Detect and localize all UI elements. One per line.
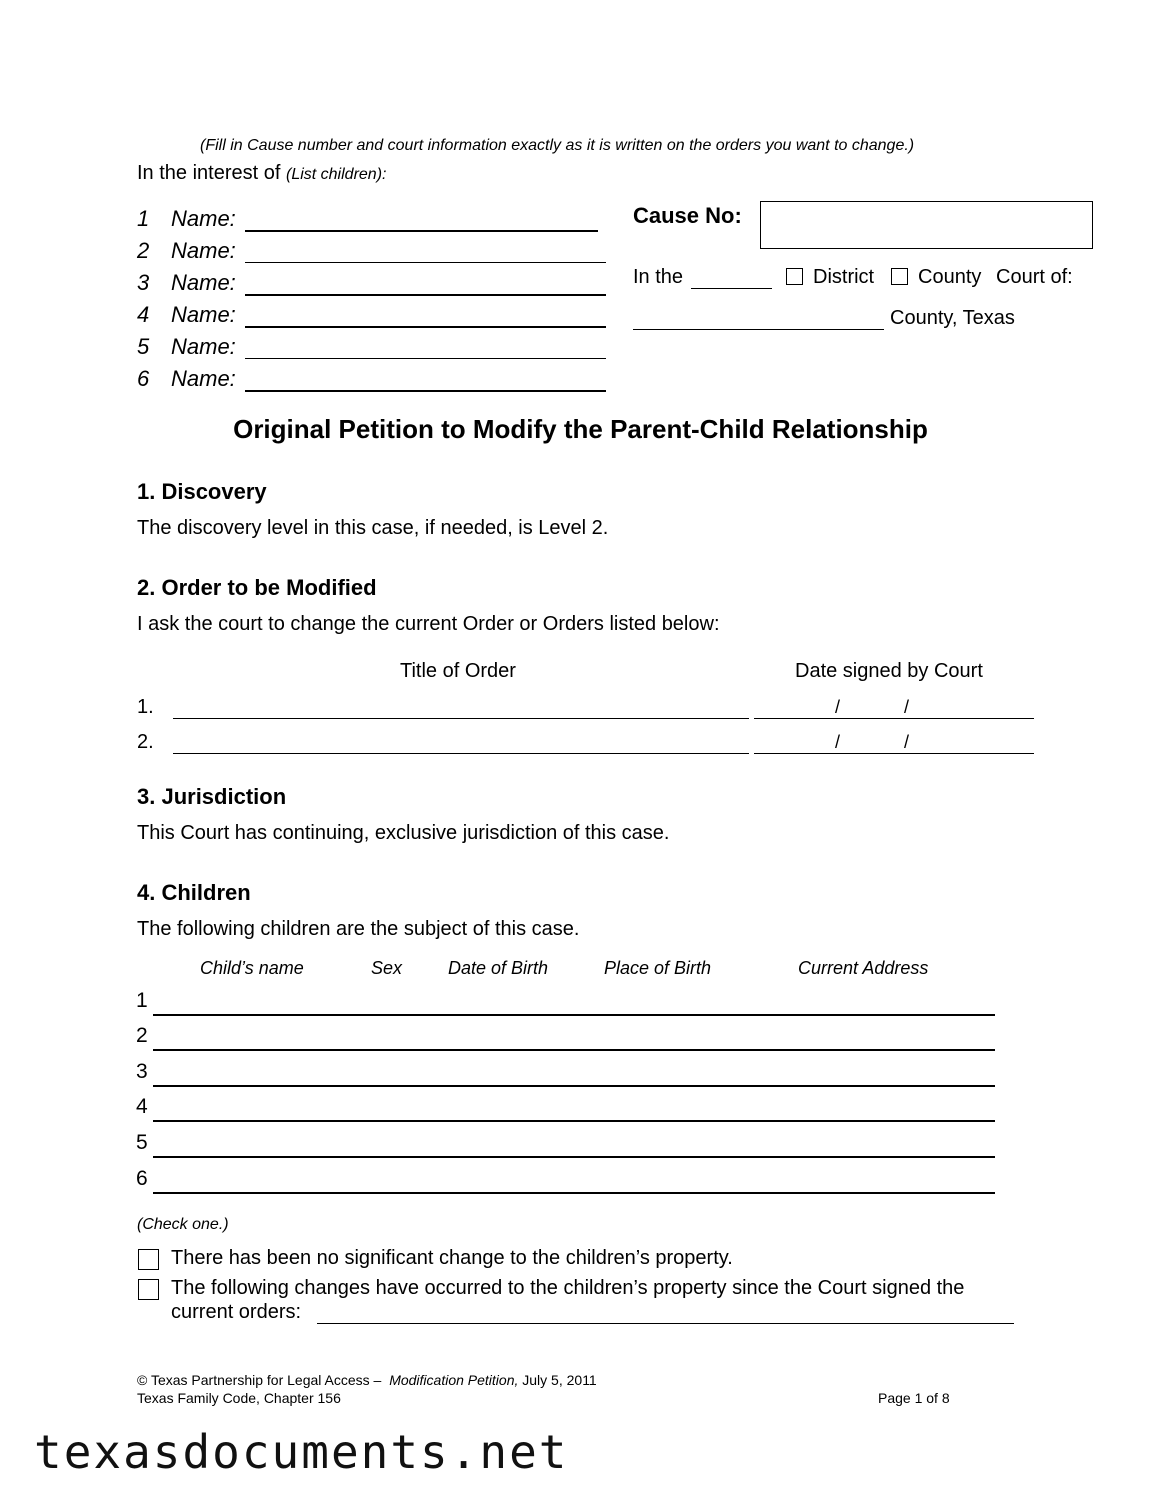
changes-text-line2: current orders: (171, 1301, 302, 1323)
order-date-column-header: Date signed by Court (795, 660, 983, 682)
child-name-number: 5 (137, 334, 150, 359)
check-one-note: (Check one.) (137, 1216, 229, 1233)
instruction-text: (Fill in Cause number and court information exactly as it is written on the orders you want to change.) (200, 137, 915, 154)
county-label: County (918, 266, 982, 288)
order-heading: 2. Order to be Modified (137, 575, 377, 600)
date-separator: / (835, 732, 841, 752)
child-row-number: 6 (136, 1167, 148, 1190)
jurisdiction-heading: 3. Jurisdiction (137, 784, 287, 809)
child-name-field-3[interactable] (245, 274, 606, 296)
county-checkbox[interactable] (891, 268, 908, 285)
changes-checkbox[interactable] (138, 1279, 159, 1300)
child-name-field-4[interactable] (245, 306, 606, 328)
sex-column-header: Sex (371, 958, 403, 978)
order-title-column-header: Title of Order (400, 660, 516, 682)
jurisdiction-text: This Court has continuing, exclusive jurisdiction of this case. (137, 822, 670, 844)
footer-line1 (137, 1372, 597, 1388)
child-info-field-2[interactable] (153, 1030, 995, 1051)
child-info-field-6[interactable] (153, 1173, 995, 1194)
child-name-number: 4 (137, 302, 150, 327)
order-text: I ask the court to change the current Order or Orders listed below: (137, 613, 720, 635)
footer-code: Texas Family Code, Chapter 156 (137, 1390, 341, 1406)
footer-page-number: Page 1 of 8 (878, 1390, 950, 1406)
children-heading: 4. Children (137, 880, 251, 905)
child-row-number: 3 (136, 1060, 148, 1083)
footer-copyright: © Texas Partnership for Legal Access – (137, 1372, 382, 1388)
footer-date: July 5, 2011 (522, 1372, 597, 1388)
court-number-field[interactable] (691, 270, 772, 289)
order-title-field-1[interactable] (173, 698, 749, 719)
no-change-checkbox[interactable] (138, 1249, 159, 1270)
date-separator: / (835, 697, 841, 717)
changes-text-line1: The following changes have occurred to the children’s property since the Court signed the (171, 1277, 965, 1299)
child-row-number: 4 (136, 1095, 148, 1118)
discovery-text: The discovery level in this case, if needed, is Level 2. (137, 517, 609, 539)
child-name-field-2[interactable] (245, 242, 606, 263)
order-row-number: 1. (137, 696, 154, 718)
child-name-field-1[interactable] (245, 210, 598, 232)
child-name-label: Name: (171, 270, 236, 295)
child-name-label: Name: (171, 238, 236, 263)
interest-note: (List children): (285, 166, 387, 183)
child-row-number: 5 (136, 1131, 148, 1154)
child-name-label: Name: (171, 366, 236, 391)
order-date-field-1[interactable] (754, 698, 1034, 719)
in-the-label: In the (633, 266, 684, 288)
child-row-number: 1 (136, 989, 148, 1012)
child-name-label: Name: (171, 206, 236, 231)
child-name-number: 3 (137, 270, 150, 295)
child-name-number: 6 (137, 366, 150, 391)
child-info-field-3[interactable] (153, 1066, 995, 1087)
county-name-field[interactable] (633, 309, 884, 330)
order-date-field-2[interactable] (754, 733, 1034, 754)
district-checkbox[interactable] (786, 268, 803, 285)
order-row-number: 2. (137, 731, 154, 753)
page-title: Original Petition to Modify the Parent-Child Relationship (233, 414, 928, 444)
watermark: texasdocuments.net (34, 1425, 569, 1479)
child-info-field-1[interactable] (153, 995, 995, 1016)
court-of-label: Court of: (996, 266, 1073, 288)
child-name-field-6[interactable] (245, 370, 606, 392)
cause-number-label: Cause No: (633, 203, 742, 228)
interest-text: In the interest of (137, 162, 281, 184)
child-info-field-4[interactable] (153, 1101, 995, 1122)
no-change-text: There has been no significant change to the children’s property. (171, 1247, 733, 1269)
child-info-field-5[interactable] (153, 1137, 995, 1158)
child-name-number: 1 (137, 206, 150, 231)
dob-column-header: Date of Birth (448, 958, 549, 978)
current-address-column-header: Current Address (798, 958, 929, 978)
child-name-column-header: Child’s name (200, 958, 304, 978)
district-label: District (813, 266, 875, 288)
child-name-label: Name: (171, 334, 236, 359)
order-title-field-2[interactable] (173, 733, 749, 754)
interest-label (137, 162, 386, 185)
child-name-number: 2 (137, 238, 150, 263)
footer-doc-title: Modification Petition, (389, 1372, 519, 1388)
place-of-birth-column-header: Place of Birth (604, 958, 712, 978)
child-name-field-5[interactable] (245, 338, 606, 359)
county-texas-label: County, Texas (890, 307, 1015, 329)
date-separator: / (904, 697, 910, 717)
cause-number-box[interactable] (760, 201, 1093, 249)
child-name-label: Name: (171, 302, 236, 327)
children-text: The following children are the subject of this case. (137, 918, 580, 940)
child-row-number: 2 (136, 1024, 148, 1047)
property-changes-field[interactable] (317, 1303, 1014, 1324)
discovery-heading: 1. Discovery (137, 479, 267, 504)
date-separator: / (904, 732, 910, 752)
